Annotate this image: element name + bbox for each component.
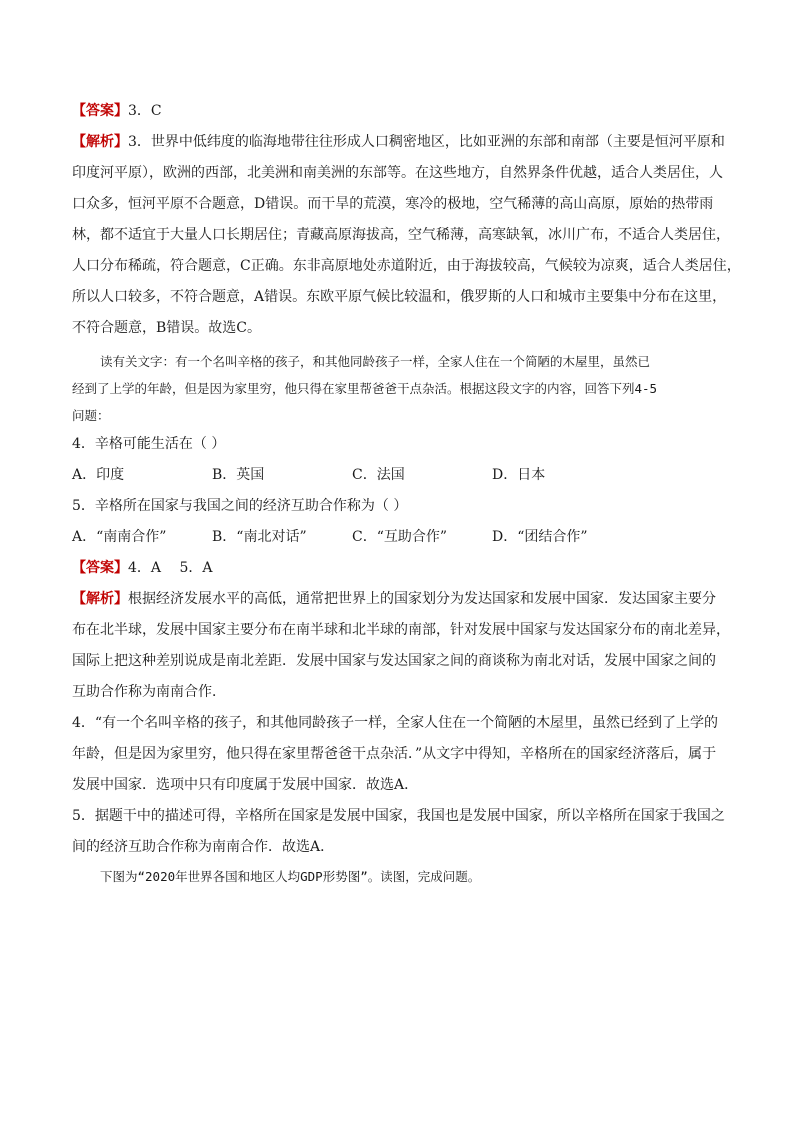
analysis-tag: 【解析】 (72, 591, 128, 607)
analysis-text: 所以人口较多，不符合题意，A错误。东欧平原气候比较温和，俄罗斯的人口和城市主要集中分布在这里， (72, 289, 727, 305)
q3-answer-line (72, 96, 722, 127)
question-4-stem: 4．辛格可能生活在（ ） (72, 436, 226, 452)
question-5-stem: 5．辛格所在国家与我国之间的经济互助合作称为（ ） (72, 498, 408, 514)
q45-analysis-line (72, 584, 722, 615)
question-4-options (72, 460, 722, 491)
reading-passage: 读有关文字：有一个名叫辛格的孩子，和其他同龄孩子一样，全家人住在一个简陋的木屋里，虽然已 (100, 354, 651, 369)
option-a: A．“南南合作” (72, 529, 167, 545)
option-a: A．印度 (72, 467, 125, 483)
reading-passage: 问题： (72, 408, 110, 423)
analysis-text: 印度河平原），欧洲的西部，北美洲和南美洲的东部等。在这些地方，自然界条件优越，适合人类居住，人 (72, 165, 723, 181)
option-c: C．“互助合作” (352, 529, 448, 545)
analysis-text: 4．“有一个名叫辛格的孩子，和其他同龄孩子一样，全家人住在一个简陋的木屋里，虽然已经到了上学的 (72, 715, 719, 731)
option-b: B．英国 (212, 467, 265, 483)
analysis-text: 不符合题意，B错误。故选C。 (72, 320, 261, 336)
option-b: B．“南北对话” (212, 529, 307, 545)
question-5-options (72, 522, 722, 553)
option-c: C．法国 (352, 467, 405, 483)
analysis-text: 人口分布稀疏，符合题意，C正确。东非高原地处赤道附近，由于海拔较高，气候较为凉爽，适合人类居住， (72, 258, 741, 274)
answer-text: 3．C (128, 103, 162, 119)
analysis-text: 口众多，恒河平原不合题意，D错误。而干旱的荒漠，寒冷的极地，空气稀薄的高山高原，原始的热带雨 (72, 196, 714, 212)
figure-intro: 下图为“2020年世界各国和地区人均GDP形势图”。读图，完成问题。 (100, 869, 481, 884)
analysis-text: 布在北半球，发展中国家主要分布在南半球和北半球的南部，针对发展中国家与发达国家分布的南北差异， (72, 622, 730, 638)
q3-analysis-line (72, 127, 725, 158)
document-page (72, 96, 741, 890)
answer-text: 4．A 5．A (128, 560, 213, 576)
analysis-text: 林，都不适宜于大量人口长期居住；青藏高原海拔高，空气稀薄，高寒缺氧，冰川广布，不适合人类居住， (72, 227, 730, 243)
analysis-text: 3．世界中低纬度的临海地带往往形成人口稠密地区，比如亚洲的东部和南部（主要是恒河平原和 (128, 134, 725, 150)
analysis-text: 国际上把这种差别说成是南北差距．发展中国家与发达国家之间的商谈称为南北对话，发展中国家之间的 (72, 653, 716, 669)
option-d: D．日本 (492, 467, 546, 483)
analysis-tag: 【解析】 (72, 134, 128, 150)
answer-tag: 【答案】 (72, 560, 128, 576)
analysis-text: 5．据题干中的描述可得，辛格所在国家是发展中国家，我国也是发展中国家，所以辛格所在国家于我国之 (72, 808, 725, 824)
analysis-text: 互助合作称为南南合作． (72, 684, 226, 700)
analysis-text: 间的经济互助合作称为南南合作．故选A． (72, 839, 335, 855)
answer-tag: 【答案】 (72, 103, 128, 119)
option-d: D．“团结合作” (492, 529, 588, 545)
analysis-text: 发展中国家．选项中只有印度属于发展中国家．故选A． (72, 777, 419, 793)
analysis-text: 年龄，但是因为家里穷，他只得在家里帮爸爸干点杂活．”从文字中得知，辛格所在的国家经济落后，属于 (72, 746, 717, 762)
reading-passage: 经到了上学的年龄，但是因为家里穷，他只得在家里帮爸爸干点杂活。根据这段文字的内容，回答下列4-5 (72, 381, 658, 396)
q45-answer-line (72, 553, 722, 584)
analysis-text: 根据经济发展水平的高低，通常把世界上的国家划分为发达国家和发展中国家．发达国家主要分 (128, 591, 716, 607)
